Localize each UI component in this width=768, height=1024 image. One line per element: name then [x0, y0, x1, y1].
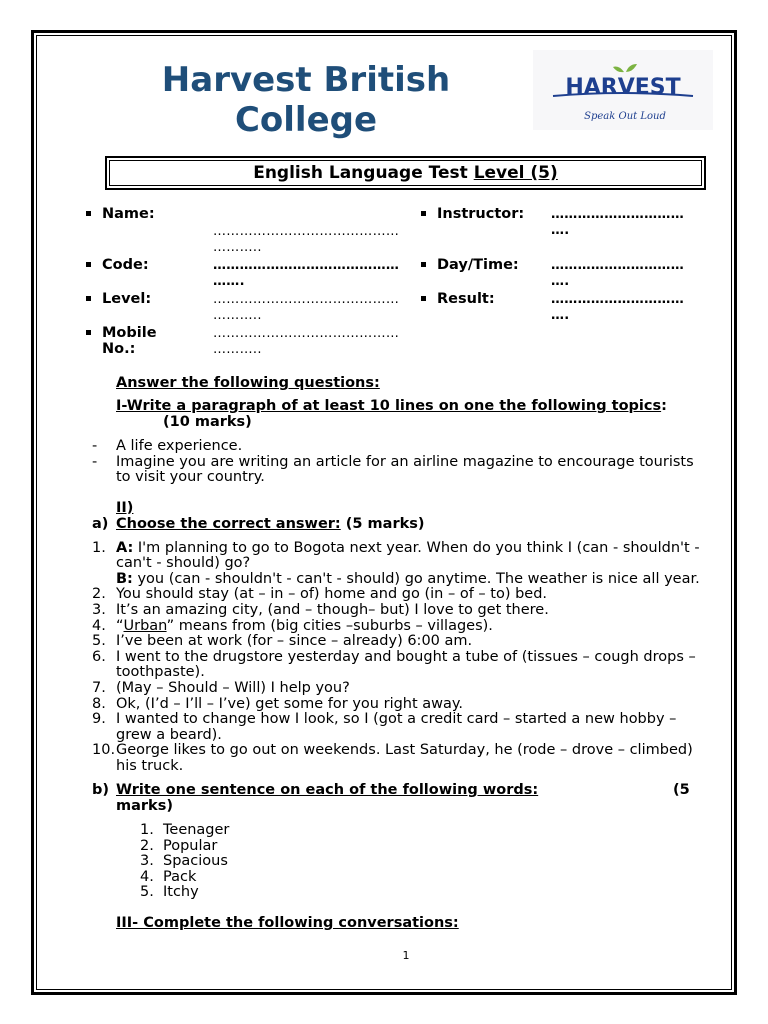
mobile-field-line2[interactable]: ……….. [213, 342, 262, 357]
college-title [120, 60, 492, 140]
part-a-heading: Choose the correct answer: (5 marks) [116, 516, 425, 532]
question-2: You should stay (at – in – of) home and go (in – of – to) bed. [116, 586, 548, 602]
answer-heading: Answer the following questions: [116, 375, 380, 391]
question-number: 8. [92, 696, 106, 712]
bullet-icon [421, 211, 426, 216]
name-field-line2[interactable]: ……….. [213, 240, 262, 255]
question-number: 1. [92, 540, 106, 556]
question-10-line1: George likes to go out on weekends. Last Saturday, he (rode – drove – climbed) [116, 742, 693, 758]
part-b-marks-1: (5 [673, 782, 690, 798]
part-b-heading: Write one sentence on each of the following words: [116, 782, 539, 798]
question-number: 7. [92, 680, 106, 696]
name-label: Name: [102, 206, 155, 222]
word-list [140, 823, 229, 901]
code-field-line2[interactable]: ……. [213, 274, 245, 289]
section1-marks: (10 marks) [163, 414, 252, 430]
question-number: 6. [92, 649, 106, 665]
topic-dash: - [92, 438, 98, 454]
result-label: Result: [437, 291, 495, 307]
question-10-line2: his truck. [116, 758, 184, 774]
bullet-icon [421, 296, 426, 301]
college-title-line2: College [234, 100, 378, 140]
test-title-level: Level (5) [473, 163, 558, 183]
question-7: (May – Should – Will) I help you? [116, 680, 350, 696]
list-item: 5. Itchy [140, 884, 199, 900]
instructor-field-line2[interactable]: …. [551, 223, 570, 238]
mobile-label: Mobile No.: [102, 325, 157, 357]
question-6-line1: I went to the drugstore yesterday and bought a tube of (tissues – cough drops – [116, 649, 696, 665]
question-9-line1: I wanted to change how I look, so I (got a credit card – started a new hobby – [116, 711, 677, 727]
logo-wordmark: HARVEST [565, 75, 681, 100]
question-1-line3: B: you (can - shouldn't - can't - should) go anytime. The weather is nice all year. [116, 571, 700, 587]
question-1-line2: can't - should) go? [116, 555, 251, 571]
topic-dash: - [92, 454, 98, 470]
list-item: 4. Pack [140, 868, 197, 885]
question-number: 4. [92, 618, 106, 634]
question-number: 2. [92, 586, 106, 602]
harvest-logo [533, 50, 713, 130]
list-item: 3. Spacious [140, 853, 228, 869]
section2-heading: II) [116, 500, 134, 516]
logo-tagline: Speak Out Loud [584, 111, 666, 122]
question-3: It’s an amazing city, (and – though– but) I love to get there. [116, 602, 549, 618]
section3-heading: III- Complete the following conversations: [116, 915, 459, 931]
test-title-prefix: English Language Test [253, 163, 474, 183]
mobile-field-line1[interactable]: …………………………………… [213, 326, 400, 341]
instructor-label: Instructor: [437, 206, 525, 222]
daytime-label: Day/Time: [437, 257, 519, 273]
name-field-line1[interactable]: …………………………………… [213, 224, 400, 239]
result-field-line1[interactable]: ………………………… [551, 292, 684, 307]
level-field-line1[interactable]: …………………………………… [213, 292, 400, 307]
daytime-field-line2[interactable]: …. [551, 274, 570, 289]
code-label: Code: [102, 257, 149, 273]
question-6-line2: toothpaste). [116, 664, 205, 680]
question-9-line2: grew a beard). [116, 727, 222, 743]
question-number: 9. [92, 711, 106, 727]
result-field-line2[interactable]: …. [551, 308, 570, 323]
page-number: 1 [402, 949, 410, 962]
level-label: Level: [102, 291, 152, 307]
college-title-line1: Harvest British [161, 60, 451, 100]
topic-item-2-line2: to visit your country. [116, 469, 265, 485]
question-number: 10. [92, 742, 116, 758]
bullet-icon [421, 262, 426, 267]
level-field-line2[interactable]: ……….. [213, 308, 262, 323]
test-title [109, 160, 702, 186]
question-4: “Urban” means from (big cities –suburbs – villages). [116, 618, 493, 634]
bullet-icon [86, 296, 91, 301]
topic-item-2-line1: Imagine you are writing an article for an airline magazine to encourage tourists [116, 454, 694, 470]
instructor-field-line1[interactable]: ………………………… [551, 207, 684, 222]
list-item: 2. Popular [140, 837, 218, 854]
bullet-icon [86, 211, 91, 216]
bullet-icon [86, 262, 91, 267]
part-b-marks-2: marks) [116, 798, 173, 814]
bullet-icon [86, 330, 91, 335]
question-number: 5. [92, 633, 106, 649]
code-field-line1[interactable]: …………………………………… [213, 258, 400, 273]
question-1-line1: A: I'm planning to go to Bogota next year. When do you think I (can - shouldn't - [116, 540, 700, 556]
section1-heading: I-Write a paragraph of at least 10 lines on one the following topics: [116, 398, 667, 414]
topic-item-1: A life experience. [116, 438, 243, 454]
part-b-label: b) [92, 782, 110, 798]
list-item: 1. Teenager [140, 822, 230, 838]
daytime-field-line1[interactable]: ………………………… [551, 258, 684, 273]
question-8: Ok, (I’d – I’ll – I’ve) get some for you right away. [116, 696, 464, 712]
question-5: I’ve been at work (for – since – already) 6:00 am. [116, 633, 473, 649]
part-a-label: a) [92, 516, 109, 532]
question-number: 3. [92, 602, 106, 618]
